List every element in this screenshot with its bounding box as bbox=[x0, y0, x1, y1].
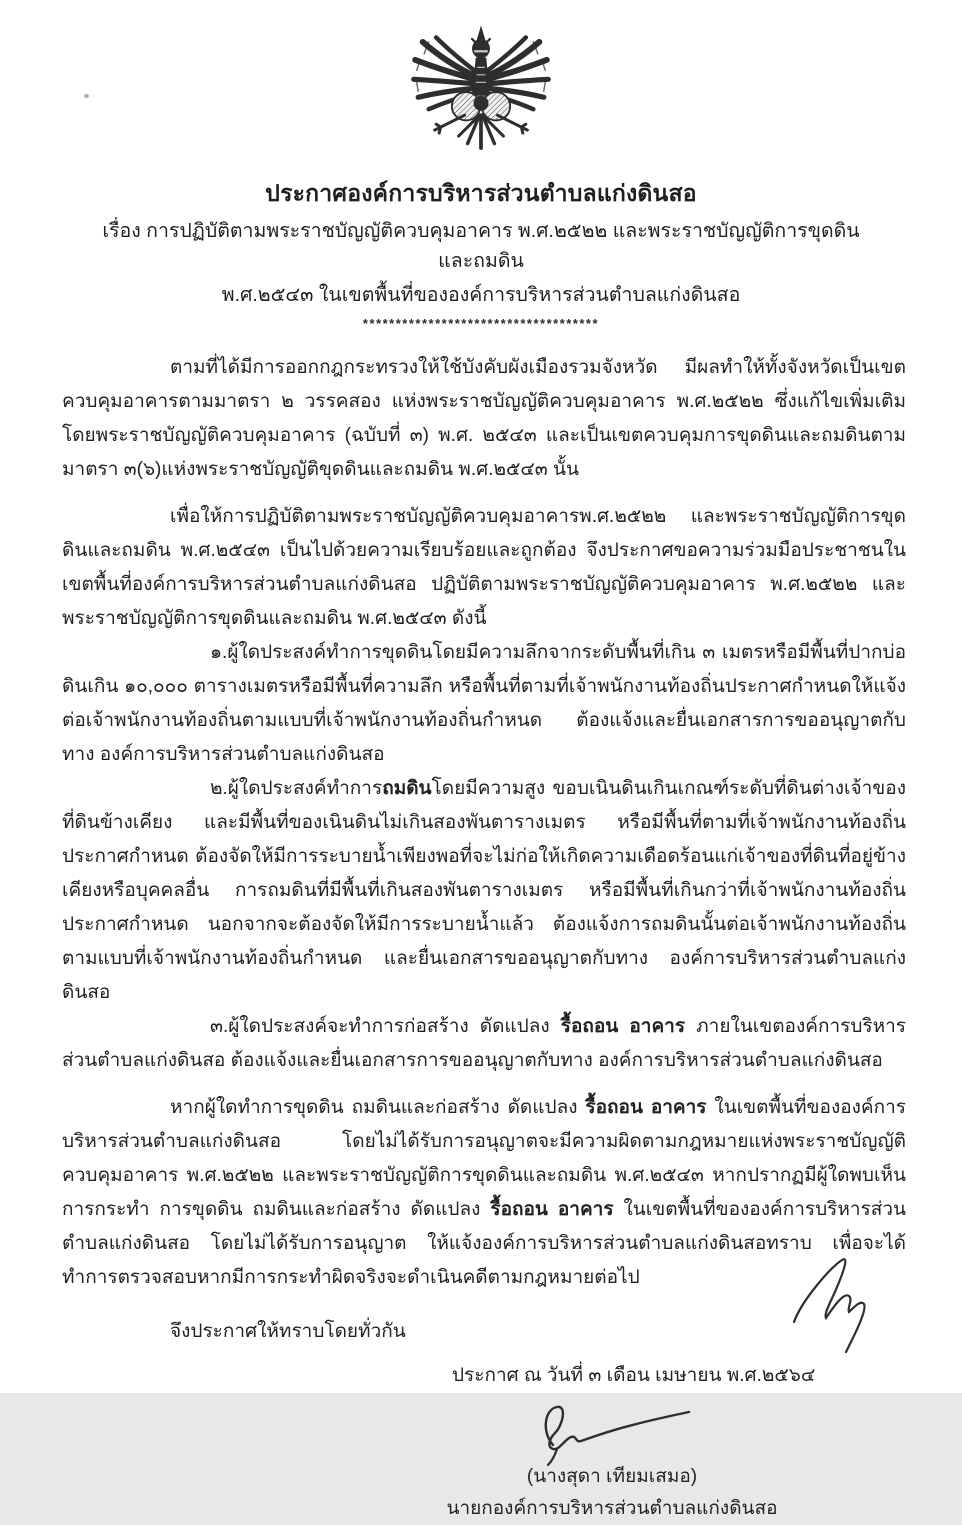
paragraph-preamble: ตามที่ได้มีการออกกฎกระทรวงให้ใช้บังคับผังเมืองรวมจังหวัด มีผลทำให้ทั้งจังหวัดเป็นเขตควบคุมอาคารตามมาตรา ๒ วรรคสอง แห่งพระราชบัญญัติควบคุมอาคาร พ.ศ.๒๕๒๒ ซึ่งแก้ไขเพิ่มเติมโดยพระราชบัญญัติควบคุมอาคาร (ฉบับที่ ๓) พ.ศ. ๒๕๔๓ และเป็นเขตควบคุมการขุดดินและถมดินตามมาตรา ๓(๖)แห่งพระราชบัญญัติขุดดินและถมดิน พ.ศ.๒๕๔๓ นั้น bbox=[62, 357, 906, 480]
closing-notice: จึงประกาศให้ทราบโดยทั่วกัน bbox=[170, 1321, 406, 1342]
garuda-crown bbox=[477, 25, 486, 40]
scan-artifact-dot bbox=[84, 94, 89, 98]
text-run: หากผู้ใดทำการขุดดิน ถมดินและก่อสร้าง ดัดแปลง bbox=[170, 1097, 586, 1118]
text-run: โดยมีความสูง ขอบเนินดินเกินเกณฑ์ระดับที่ดินต่างเจ้าของที่ดินข้างเคียง และมีพื้นที่ของเนินดินไม่เกินสองพันตารางเมตร หรือมีพื้นที่ตามที่เจ้าพนักงานท้องถิ่น ประกาศกำหนด ต้องจัดให้มีการระบายน้ำเพียงพอที่จะไม่ก่อให้เกิดความเดือดร้อนแก่เจ้าของที่ดินที่อยู่ข้าง เคียงหรือบุคคลอื่น การถมดินที่มีพื้นที่เกินสองพันตารางเมตร หรือมีพื้นที่เกินกว่าที่เจ้าพนักงานท้องถิ่นประกาศกำหนด นอกจากจะต้องจัดให้มีการระบายน้ำแล้ว ต้องแจ้งการถมดินนั้นต่อเจ้าพนักงานท้องถิ่นตามแบบที่เจ้าพนักงานท้องถิ่นกำหนด และยื่นเอกสารขออนุญาตกับทาง องค์การบริหารส่วนตำบลแก่งดินสอ bbox=[62, 778, 906, 1003]
clause-3-construction bbox=[62, 1010, 906, 1078]
text-run-bold: รื้อถอน อาคาร bbox=[585, 1097, 707, 1118]
signature-block bbox=[402, 1397, 822, 1525]
text-run: ๓.ผู้ใดประสงค์จะทำการก่อสร้าง ดัดแปลง bbox=[210, 1016, 561, 1037]
text-run: ในเขตพื้นที่ขององค์การบริหารส่วนตำบลแก่งดินสอ โดยไม่ได้รับการอนุญาต ให้แจ้งองค์การบริหารส่วนตำบลแก่งดินสอทราบ เพื่อจะได้ทำการตรวจสอบหากมีการกระทำผิดจริงจะดำเนินคดีตามกฎหมายต่อไป bbox=[62, 1199, 907, 1288]
pen-scribble bbox=[784, 1246, 894, 1358]
page-title: ประกาศองค์การบริหารส่วนตำบลแก่งดินสอ bbox=[265, 180, 697, 206]
subject-line-1: เรื่อง การปฏิบัติตามพระราชบัญญัติควบคุมอาคาร พ.ศ.๒๕๒๒ และพระราชบัญญัติการขุดดินและถมดิน bbox=[102, 220, 860, 272]
signature-ink bbox=[517, 1397, 707, 1469]
text-run: ๒.ผู้ใดประสงค์ทำการ bbox=[210, 778, 383, 799]
text-run-bold: รื้อถอน อาคาร bbox=[490, 1199, 614, 1220]
garuda-emblem bbox=[0, 24, 962, 166]
text-run-bold: ถมดิน bbox=[382, 778, 432, 799]
garuda-emblem-icon bbox=[406, 24, 556, 166]
clause-1-excavation: ๑.ผู้ใดประสงค์ทำการขุดดินโดยมีความลึกจากระดับพื้นที่เกิน ๓ เมตรหรือมีพื้นที่ปากบ่อดินเกิน ๑๐,๐๐๐ ตารางเมตรหรือมีพื้นที่ความลึก หรือพื้นที่ตามที่เจ้าพนักงานท้องถิ่นประกาศกำหนดให้แจ้งต่อเจ้าพนักงานท้องถิ่นตามแบบที่เจ้าพนักงานท้องถิ่นกำหนด ต้องแจ้งและยื่นเอกสารการขออนุญาตกับทาง องค์การบริหารส่วนตำบลแก่งดินสอ bbox=[62, 642, 906, 765]
asterisk-divider: ************************************ bbox=[362, 316, 600, 331]
text-run: ภายในเขตองค์การบริหารส่วนตำบลแก่งดินสอ ต้องแจ้งและยื่นเอกสารการขออนุญาตกับทาง องค์การบริหารส่วนตำบลแก่งดินสอ bbox=[62, 1016, 906, 1071]
paragraph-penalty bbox=[62, 1091, 906, 1295]
text-run: ในเขตพื้นที่ขององค์การบริหารส่วนตำบลแก่งดินสอ โดยไม่ได้รับการอนุญาตจะมีความผิดตามกฎหมายแห่งพระราชบัญญัติควบคุมอาคาร พ.ศ.๒๕๒๒ และพระราชบัญญัติการขุดดินและถมดิน พ.ศ.๒๕๔๓ หากปรากฏมีผู้ใดพบเห็นการกระทำ การขุดดิน ถมดินและก่อสร้าง ดัดแปลง bbox=[62, 1097, 906, 1220]
clause-2-landfill bbox=[62, 772, 906, 1010]
signer-name: (นางสุดา เทียมเสมอ) bbox=[526, 1466, 698, 1487]
subject-line-2: พ.ศ.๒๕๔๓ ในเขตพื้นที่ขององค์การบริหารส่วนตำบลแก่งดินสอ bbox=[221, 284, 741, 306]
announcement-date: ประกาศ ณ วันที่ ๓ เดือน เมษายน พ.ศ.๒๕๖๔ bbox=[452, 1365, 816, 1386]
paragraph-purpose: เพื่อให้การปฏิบัติตามพระราชบัญญัติควบคุมอาคารพ.ศ.๒๕๒๒ และพระราชบัญญัติการขุดดินและถมดิน พ.ศ.๒๕๔๓ เป็นไปด้วยความเรียบร้อยและถูกต้อง จึงประกาศขอความร่วมมือประชาชนในเขตพื้นที่องค์การบริหารส่วนตำบลแก่งดินสอ ปฏิบัติตามพระราชบัญญัติควบคุมอาคาร พ.ศ.๒๕๒๒ และพระราชบัญญัติการขุดดินและถมดิน พ.ศ.๒๕๔๓ ดังนี้ bbox=[62, 506, 906, 629]
signer-title: นายกองค์การบริหารส่วนตำบลแก่งดินสอ bbox=[446, 1498, 778, 1519]
text-run-bold: รื้อถอน อาคาร bbox=[560, 1016, 686, 1037]
